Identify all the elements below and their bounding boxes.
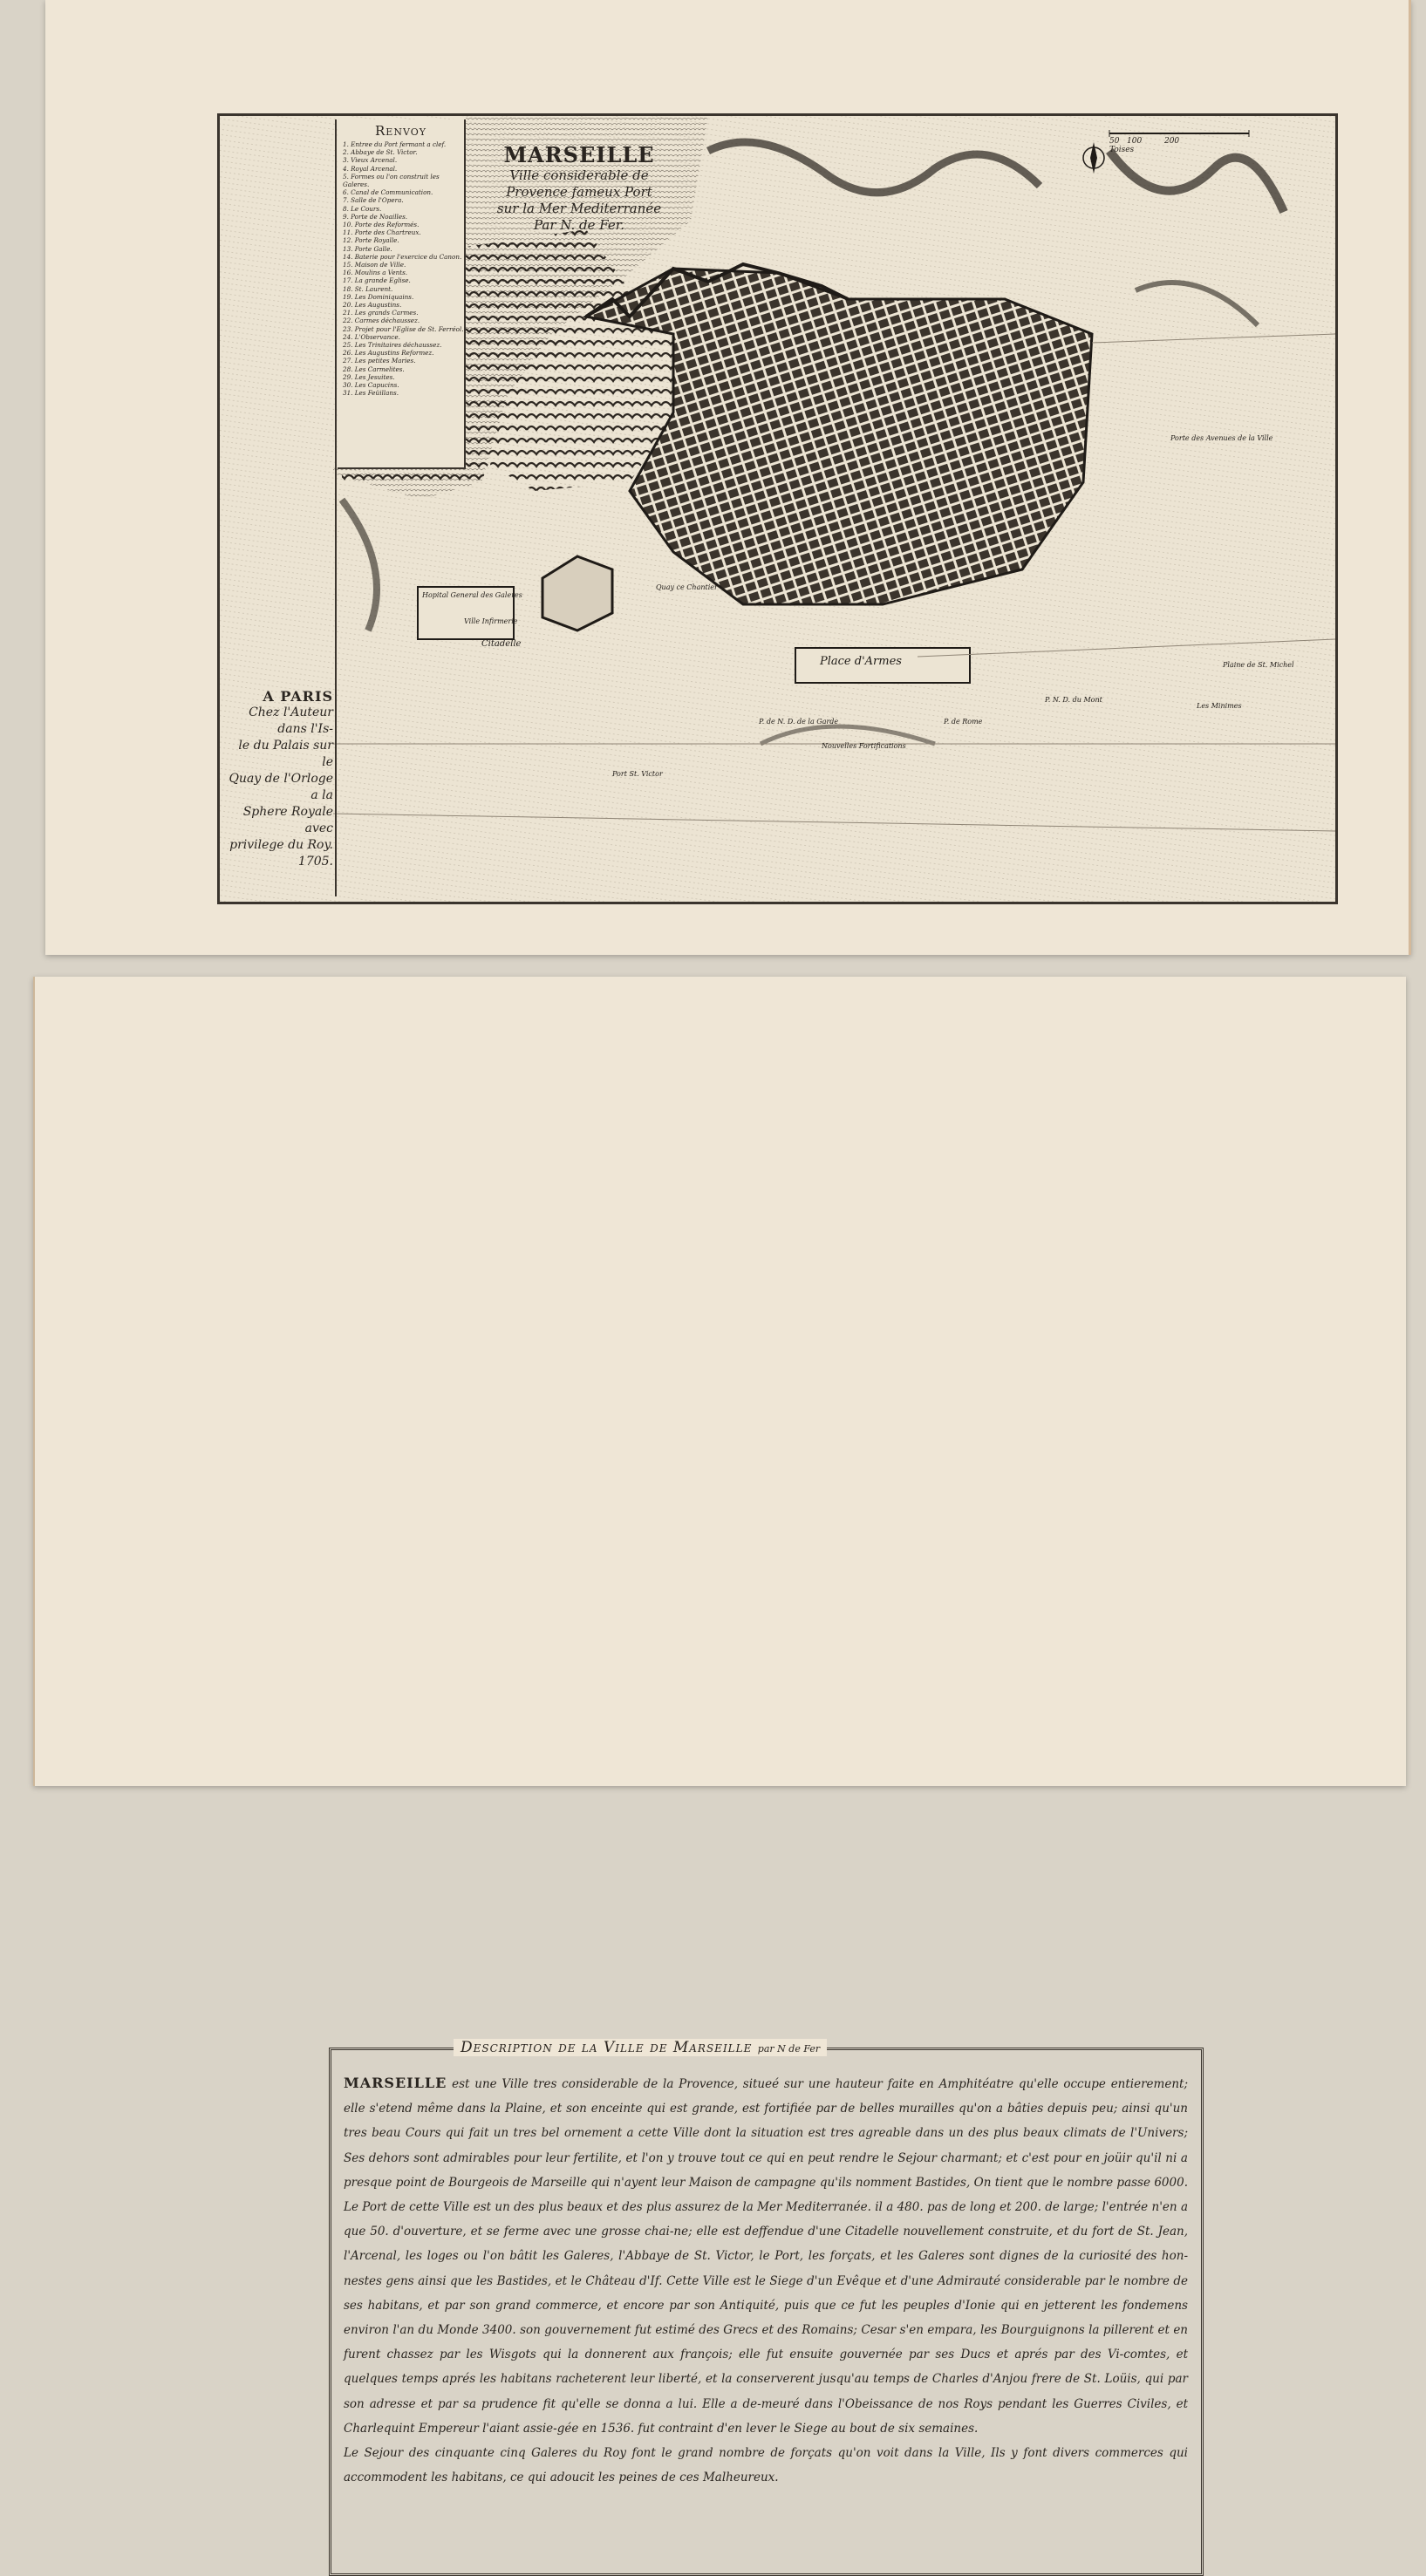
label-citadelle: Citadelle — [481, 639, 522, 649]
imprint-line: le du Palais sur le — [238, 739, 333, 769]
legend-item: 29. Les Jesuites. — [343, 372, 395, 381]
description-lead-word: MARSEILLE — [344, 2075, 447, 2091]
cartouche-author: Par N. de Fer. — [533, 217, 624, 233]
legend-item: 18. St. Laurent. — [343, 284, 393, 293]
label-hopital: Hopital General des Galeres — [422, 591, 522, 599]
map-title: MARSEILLE — [503, 142, 655, 167]
legend-item: 19. Les Dominiquains. — [343, 292, 414, 301]
cartouche-line: Provence fameux Port — [506, 184, 652, 200]
label-nd-mont: P. N. D. du Mont — [1045, 696, 1102, 704]
legend-item: 28. Les Carmelites. — [343, 365, 405, 373]
description-plate — [329, 2039, 1204, 2576]
legend-panel — [338, 119, 466, 469]
legend-item: 13. Porte Galle. — [343, 244, 392, 253]
label-nouvelles-fortifications: Nouvelles Fortifications — [822, 742, 906, 750]
legend-item: 17. La grande Eglise. — [343, 276, 411, 285]
label-st-michel: Plaine de St. Michel — [1223, 661, 1294, 669]
legend-item: 6. Canal de Communication. — [343, 188, 433, 197]
description-sheet — [33, 977, 1406, 2485]
legend-item: 23. Projet pour l'Eglise de St. Ferréol. — [343, 324, 464, 333]
label-quay: Quay ce Chantier — [656, 583, 718, 591]
description-text: est une Ville tres considerable de la Provence, situeé sur une hauteur faite en Amphitéatre qu'elle occupe entierement; elle s'etend même dans la Plaine, et son enceinte qui est grande, est fortifiée par de belles murailles qu'on a bâties depuis peu; ainsi qu'un tres beau Cours qui fait un tres bel ornement a cette Ville dont la situation est tres agreable dans un des plus beaux climats de l'Univers; Ses dehors sont admirables pour leur fertilite, et l'on y trouve tout ce qui en peut rendre le Sejour charmant; et c'est pour en joüir qu'il ni a presque point de Bourgeois de Marseille qui n'ayent leur Maison de campagne qu'ils nomment Bastides, On tient que le nombre passe 6000. Le Port de cette Ville est un des plus beaux et des plus assurez de la Mer Mediterranée. il a 480. pas de long et 200. de large; l'entrée n'en a que 50. d'ouverture, et se ferme avec une grosse chai-ne; elle est deffendue d'une Citadelle nouvellement construite, et du fort de St. Jean, l'Arcenal, les loges ou l'on bâtit les Galeres, l'Abbaye de St. Victor, le Port, les forçats, et les Galeres sont dignes de la curiosité des hon-nestes gens ainsi que les Bastides, et le Château d'If. Cette Ville est le Siege d'un Evêque et d'une Admirauté considerable par le nombre de ses habitans, et par son grand commerce, et encore par son Antiquité, puis que ce fut les peuples d'Ionie qui en jetterent les fondemens environ l'an du Monde 3400. son gouvernement fut estimé des Grecs et des Romains; Cesar s'en empara, les Bourguignons la pillerent et en furent chassez par les Wisgots qui la donnerent aux françois; elle fut ensuite gouvernée par ses Ducs et aprés par des Vi-comtes, et quelques temps aprés les habitans racheterent leur liberté, et la conserverent jusqu'au temps de Charles d'Anjou frere de St. Loüis, qui par son adresse et par sa prudence fit qu'elle se donna a lui. Elle a de-meuré dans l'Obeissance de nos Roys pendant les Guerres Civiles, et Charlequint Empereur l'aiant assie-gée en 1536. fut contraint d'en lever le Siege au bout de six semaines. — [344, 2077, 1189, 2436]
imprint-line: privilege du Roy. — [229, 838, 333, 852]
imprint-line: Quay de l'Orloge a la — [229, 772, 333, 802]
description-body — [344, 2071, 1188, 2490]
legend-item: 15. Maison de Ville. — [343, 261, 406, 269]
label-nd-garde: P. de N. D. de la Garde — [759, 718, 839, 726]
legend-item: 22. Carmes déchaussez. — [343, 317, 420, 325]
scale-bar-labels — [1109, 137, 1179, 154]
imprint-line: Chez l'Auteur dans l'Is- — [249, 705, 333, 736]
map-plate — [217, 113, 1338, 904]
scale-tick: 50 — [1109, 137, 1120, 146]
description-title — [454, 2039, 827, 2056]
legend-item: 8. Le Cours. — [343, 204, 382, 213]
imprint-line: 1705. — [297, 855, 333, 869]
legend-title: Renvoy — [375, 123, 426, 139]
legend-item: 1. Entree du Port fermant a clef. — [343, 140, 447, 148]
legend-item: 21. Les grands Carmes. — [343, 309, 419, 317]
cartouche-line: sur la Mer Mediterranée — [496, 201, 662, 216]
publisher-imprint — [227, 688, 333, 870]
legend-item: 12. Porte Royalle. — [343, 236, 399, 245]
map-sheet — [45, 0, 1411, 955]
publisher-imprint-panel — [223, 119, 337, 896]
legend-item: 9. Porte de Noailles. — [343, 212, 408, 221]
label-minimes: Les Minimes — [1197, 702, 1242, 710]
legend-item: 14. Baterie pour l'exercice du Canon. — [343, 252, 462, 261]
title-cartouche — [474, 133, 684, 299]
label-place-armes: Place d'Armes — [820, 655, 902, 668]
legend-item: 2. Abbaye de St. Victor. — [343, 148, 418, 157]
legend-item: 31. Les Feüillans. — [343, 389, 399, 398]
scale-unit: Toises — [1109, 146, 1135, 154]
imprint-line: Sphere Royale avec — [242, 805, 333, 835]
label-porte-rome: P. de Rome — [944, 718, 983, 726]
legend-item: 5. Formes ou l'on construit les Galeres. — [343, 172, 440, 189]
description-author: par N de Fer — [757, 2043, 821, 2055]
scale-tick: 100 — [1127, 137, 1143, 146]
description-paragraph — [344, 2071, 1188, 2441]
legend-item: 25. Les Trinitaires déchaussez. — [343, 341, 442, 350]
legend-item: 11. Porte des Chartreux. — [343, 228, 421, 237]
imprint-head: A PARIS — [263, 688, 333, 705]
label-port-st-victor: Port St. Victor — [612, 770, 663, 778]
legend-item: 26. Les Augustins Reformez. — [343, 349, 434, 358]
legend-item: 10. Porte des Reformés. — [343, 221, 420, 229]
label-avenue: Porte des Avenues de la Ville — [1170, 434, 1273, 442]
legend-item: 27. Les petites Maries. — [343, 357, 416, 365]
legend-item: 3. Vieux Arcenal. — [343, 156, 398, 165]
legend-item: 24. L'Observance. — [343, 332, 400, 341]
label-infirmerie: Ville Infirmerie — [464, 617, 518, 625]
legend-list — [343, 140, 464, 398]
description-paragraph: Le Sejour des cinquante cinq Galeres du Roy font le grand nombre de forçats qu'on voit dans la Ville, Ils y font divers commerces qui accommodent les habitans, ce qui adoucit les peines de ces Malheureux. — [344, 2446, 1188, 2485]
legend-item: 30. Les Capucins. — [343, 381, 399, 390]
legend-item: 20. Les Augustins. — [343, 301, 402, 310]
legend-item: 4. Royal Arcenal. — [343, 164, 398, 173]
legend-item: 16. Moulins a Vents. — [343, 269, 408, 277]
scale-tick: 200 — [1163, 137, 1180, 146]
legend-item: 7. Salle de l'Opera. — [343, 196, 404, 205]
cartouche-line: Ville considerable de — [509, 167, 649, 183]
description-title-text: Description de la Ville de Marseille — [461, 2039, 753, 2056]
